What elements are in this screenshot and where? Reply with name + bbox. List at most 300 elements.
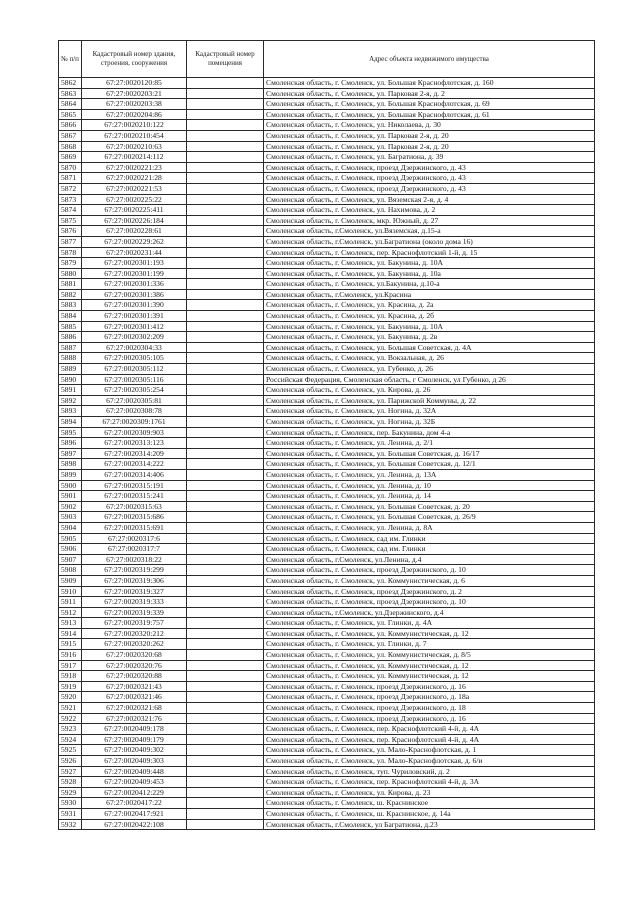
table-row (59, 279, 595, 290)
table-row (59, 374, 595, 385)
row-number: 5863 (59, 88, 82, 99)
cadastral-number: 67:27:0020317:6 (82, 533, 187, 544)
cadastral-number: 67:27:0020409:302 (82, 745, 187, 756)
header-address: Адрес объекта недвижимого имущества (264, 41, 595, 78)
cadastral-number: 67:27:0020321:76 (82, 713, 187, 724)
table-row (59, 268, 595, 279)
cadastral-number: 67:27:0020417:22 (82, 798, 187, 809)
premises-number (187, 798, 264, 809)
address: Смоленская область, г.Смоленск, ул Багратиона, д.23 (264, 819, 595, 830)
premises-number (187, 194, 264, 205)
row-number: 5890 (59, 374, 82, 385)
premises-number (187, 173, 264, 184)
row-number: 5892 (59, 395, 82, 406)
address: Смоленская область, г. Смоленск, проезд Дзержинского, д. 18а (264, 692, 595, 703)
table-row (59, 141, 595, 152)
table-row (59, 618, 595, 629)
premises-number (187, 565, 264, 576)
cadastral-number: 67:27:0020315:691 (82, 522, 187, 533)
cadastral-number: 67:27:0020315:686 (82, 512, 187, 523)
address: Смоленская область, г. Смоленск, проезд Дзержинского, д. 16 (264, 681, 595, 692)
cadastral-number: 67:27:0020409:178 (82, 724, 187, 735)
cadastral-number: 67:27:0020231:44 (82, 247, 187, 258)
address: Смоленская область, г. Смоленск, ул. Большая Советская, д. 20 (264, 501, 595, 512)
address: Смоленская область, г. Смоленск, ул. Губенко, д. 26 (264, 364, 595, 375)
row-number: 5904 (59, 522, 82, 533)
premises-number (187, 120, 264, 131)
address: Смоленская область, г. Смоленск, пер. Бакунина, дом 4-а (264, 427, 595, 438)
address: Смоленская область, г. Смоленск, проезд Дзержинского, д. 16 (264, 713, 595, 724)
table-row (59, 777, 595, 788)
address: Смоленская область, г. Смоленск, ул. Ногина, д. 32А (264, 406, 595, 417)
table-row (59, 745, 595, 756)
cadastral-number: 67:27:0020120:85 (82, 78, 187, 89)
table-row (59, 713, 595, 724)
row-number: 5889 (59, 364, 82, 375)
row-number: 5928 (59, 777, 82, 788)
premises-number (187, 554, 264, 565)
row-number: 5917 (59, 660, 82, 671)
premises-number (187, 544, 264, 555)
table-row (59, 183, 595, 194)
address: Смоленская область, г.Смоленск, ул.Багратиона (около дома 16) (264, 236, 595, 247)
premises-number (187, 289, 264, 300)
table-row (59, 332, 595, 343)
row-number: 5875 (59, 215, 82, 226)
cadastral-number: 67:27:0020309:1761 (82, 417, 187, 428)
table-row (59, 703, 595, 714)
table-row (59, 544, 595, 555)
cadastral-number: 67:27:0020309:903 (82, 427, 187, 438)
cadastral-number: 67:27:0020320:76 (82, 660, 187, 671)
premises-number (187, 628, 264, 639)
address: Смоленская область, г. Смоленск, пер. Краснофлотский 4-й, д. 4А (264, 724, 595, 735)
address: Смоленская область, г. Смоленск, проезд Дзержинского, д. 18 (264, 703, 595, 714)
row-number: 5872 (59, 183, 82, 194)
row-number: 5923 (59, 724, 82, 735)
table-row (59, 194, 595, 205)
premises-number (187, 766, 264, 777)
cadastral-number: 67:27:0020203:38 (82, 99, 187, 110)
cadastral-number: 67:27:0020313:123 (82, 438, 187, 449)
table-row (59, 469, 595, 480)
table-row (59, 724, 595, 735)
premises-number (187, 448, 264, 459)
premises-number (187, 258, 264, 269)
row-number: 5919 (59, 681, 82, 692)
premises-number (187, 533, 264, 544)
premises-number (187, 512, 264, 523)
table-row (59, 628, 595, 639)
row-number: 5888 (59, 353, 82, 364)
row-number: 5931 (59, 808, 82, 819)
cadastral-number: 67:27:0020308:78 (82, 406, 187, 417)
table-row (59, 522, 595, 533)
table-row (59, 236, 595, 247)
cadastral-number: 67:27:0020305:254 (82, 385, 187, 396)
row-number: 5909 (59, 575, 82, 586)
table-row (59, 787, 595, 798)
cadastral-number: 67:27:0020301:390 (82, 300, 187, 311)
address: Смоленская область, г. Смоленск, ул. Бакунина, д. 2в (264, 332, 595, 343)
table-row (59, 766, 595, 777)
premises-number (187, 417, 264, 428)
premises-number (187, 491, 264, 502)
premises-number (187, 374, 264, 385)
premises-number (187, 607, 264, 618)
row-number: 5922 (59, 713, 82, 724)
cadastral-number: 67:27:0020225:411 (82, 205, 187, 216)
row-number: 5901 (59, 491, 82, 502)
address: Смоленская область, г. Смоленск, пер. Краснофлотский 4-й, д. 4А (264, 734, 595, 745)
address: Смоленская область, г. Смоленск, ул. Большая Краснофлотская, д. 69 (264, 99, 595, 110)
table-row (59, 321, 595, 332)
row-number: 5870 (59, 162, 82, 173)
address: Смоленская область, г. Смоленск, ул. Кирова, д. 23 (264, 787, 595, 798)
cadastral-number: 67:27:0020422:108 (82, 819, 187, 830)
premises-number (187, 152, 264, 163)
address: Смоленская область, г. Смоленск, ул. Коммунистическая, д. 8/5 (264, 650, 595, 661)
premises-number (187, 268, 264, 279)
row-number: 5894 (59, 417, 82, 428)
row-number: 5924 (59, 734, 82, 745)
premises-number (187, 353, 264, 364)
cadastral-number: 67:27:0020305:116 (82, 374, 187, 385)
address: Смоленская область, г. Смоленск, проезд Дзержинского, д. 43 (264, 183, 595, 194)
address: Смоленская область, г. Смоленск, ул. Парковая 2-я, д. 20 (264, 141, 595, 152)
cadastral-number: 67:27:0020417:921 (82, 808, 187, 819)
premises-number (187, 777, 264, 788)
address: Смоленская область, г. Смоленск, ул. Большая Краснофлотская, д. 160 (264, 78, 595, 89)
address: Смоленская область, г. Смоленск, ул. Багратиона, д. 39 (264, 152, 595, 163)
address: Смоленская область, г. Смоленск, ул.Бакунина, д.10-а (264, 279, 595, 290)
cadastral-number: 67:27:0020320:212 (82, 628, 187, 639)
address: Смоленская область, г.Смоленск, ул.Красина (264, 289, 595, 300)
row-number: 5905 (59, 533, 82, 544)
address: Смоленская область, г. Смоленск, туп. Чуриловский, д. 2 (264, 766, 595, 777)
address: Смоленская область, г. Смоленск, ул. Вяземская 2-я, д. 4 (264, 194, 595, 205)
address: Смоленская область, г. Смоленск, ул. Ногина, д. 32Б (264, 417, 595, 428)
cadastral-number: 67:27:0020221:23 (82, 162, 187, 173)
address: Смоленская область, г. Смоленск, мкр. Южный, д. 27 (264, 215, 595, 226)
table-row (59, 120, 595, 131)
row-number: 5915 (59, 639, 82, 650)
premises-number (187, 311, 264, 322)
cadastral-number: 67:27:0020301:391 (82, 311, 187, 322)
row-number: 5871 (59, 173, 82, 184)
address: Смоленская область, г. Смоленск, ул. Бакунина, д. 10а (264, 268, 595, 279)
table-row (59, 597, 595, 608)
cadastral-number: 67:27:0020228:61 (82, 226, 187, 237)
cadastral-number: 67:27:0020319:339 (82, 607, 187, 618)
address: Смоленская область, г. Смоленск, ул. Парижской Коммуны, д. 22 (264, 395, 595, 406)
premises-number (187, 395, 264, 406)
row-number: 5912 (59, 607, 82, 618)
premises-number (187, 406, 264, 417)
premises-number (187, 586, 264, 597)
address: Российская Федерация, Смоленская область, г Смоленск, ул Губенко, д 26 (264, 374, 595, 385)
table-row (59, 734, 595, 745)
table-row (59, 681, 595, 692)
cadastral-number: 67:27:0020221:53 (82, 183, 187, 194)
row-number: 5876 (59, 226, 82, 237)
table-row (59, 342, 595, 353)
cadastral-number: 67:27:0020301:336 (82, 279, 187, 290)
premises-number (187, 597, 264, 608)
cadastral-number: 67:27:0020321:46 (82, 692, 187, 703)
table-row (59, 586, 595, 597)
table-row (59, 808, 595, 819)
address: Смоленская область, г. Смоленск, ул. Вокзальная, д. 26 (264, 353, 595, 364)
row-number: 5865 (59, 109, 82, 120)
row-number: 5927 (59, 766, 82, 777)
row-number: 5903 (59, 512, 82, 523)
address: Смоленская область, г. Смоленск, ул. Коммунистическая, д. 12 (264, 660, 595, 671)
premises-number (187, 650, 264, 661)
row-number: 5893 (59, 406, 82, 417)
table-row (59, 565, 595, 576)
address: Смоленская область, г. Смоленск, ул. Бакунина, д. 10А (264, 321, 595, 332)
row-number: 5884 (59, 311, 82, 322)
table-row (59, 660, 595, 671)
row-number: 5880 (59, 268, 82, 279)
row-number: 5921 (59, 703, 82, 714)
header-cadastral-building: Кадастровый номер здания, строения, сооружения (82, 41, 187, 78)
row-number: 5914 (59, 628, 82, 639)
premises-number (187, 88, 264, 99)
table-row (59, 88, 595, 99)
premises-number (187, 78, 264, 89)
row-number: 5932 (59, 819, 82, 830)
premises-number (187, 745, 264, 756)
table-row (59, 289, 595, 300)
premises-number (187, 459, 264, 470)
row-number: 5887 (59, 342, 82, 353)
cadastral-number: 67:27:0020221:28 (82, 173, 187, 184)
address: Смоленская область, г.Смоленск, ул.Ленина, д.4 (264, 554, 595, 565)
table-row (59, 395, 595, 406)
address: Смоленская область, г. Смоленск, ул. Ленина, д. 8А (264, 522, 595, 533)
table-row (59, 650, 595, 661)
table-row (59, 162, 595, 173)
cadastral-number: 67:27:0020314:406 (82, 469, 187, 480)
address: Смоленская область, г. Смоленск, ул. Коммунистическая, д. 12 (264, 628, 595, 639)
premises-number (187, 247, 264, 258)
table-row (59, 798, 595, 809)
address: Смоленская область, г.Смоленск, ул.Вяземская, д.15-а (264, 226, 595, 237)
address: Смоленская область, г. Смоленск, пер. Краснофлотский 4-й, д. 3А (264, 777, 595, 788)
row-number: 5885 (59, 321, 82, 332)
address: Смоленская область, г. Смоленск, проезд Дзержинского, д. 10 (264, 597, 595, 608)
premises-number (187, 342, 264, 353)
cadastral-number: 67:27:0020302:209 (82, 332, 187, 343)
cadastral-number: 67:27:0020301:199 (82, 268, 187, 279)
premises-number (187, 819, 264, 830)
premises-number (187, 321, 264, 332)
row-number: 5916 (59, 650, 82, 661)
row-number: 5877 (59, 236, 82, 247)
address: Смоленская область, г. Смоленск, ул. Коммунистическая, д. 12 (264, 671, 595, 682)
cadastral-number: 67:27:0020304:33 (82, 342, 187, 353)
premises-number (187, 364, 264, 375)
table-row (59, 152, 595, 163)
table-row (59, 311, 595, 322)
address: Смоленская область, г. Смоленск, ул. Николаева, д. 30 (264, 120, 595, 131)
premises-number (187, 183, 264, 194)
address: Смоленская область, г. Смоленск, проезд Дзержинского, д. 43 (264, 162, 595, 173)
address: Смоленская область, г.Смоленск, ул.Дзержинского, д.4 (264, 607, 595, 618)
address: Смоленская область, г. Смоленск, ул. Мало-Краснофлотская, д. 6/и (264, 756, 595, 767)
premises-number (187, 141, 264, 152)
cadastral-number: 67:27:0020301:412 (82, 321, 187, 332)
address: Смоленская область, г. Смоленск, ул. Красина, д. 2б (264, 311, 595, 322)
table-row (59, 353, 595, 364)
table-row (59, 480, 595, 491)
table-row (59, 406, 595, 417)
cadastral-number: 67:27:0020320:68 (82, 650, 187, 661)
cadastral-number: 67:27:0020317:7 (82, 544, 187, 555)
premises-number (187, 618, 264, 629)
premises-number (187, 808, 264, 819)
row-number: 5881 (59, 279, 82, 290)
table-row (59, 173, 595, 184)
row-number: 5930 (59, 798, 82, 809)
premises-number (187, 480, 264, 491)
premises-number (187, 438, 264, 449)
cadastral-number: 67:27:0020305:105 (82, 353, 187, 364)
cadastral-number: 67:27:0020214:112 (82, 152, 187, 163)
table-row (59, 417, 595, 428)
row-number: 5925 (59, 745, 82, 756)
table-row (59, 533, 595, 544)
cadastral-number: 67:27:0020318:22 (82, 554, 187, 565)
address: Смоленская область, г. Смоленск, проезд Дзержинского, д. 2 (264, 586, 595, 597)
premises-number (187, 756, 264, 767)
row-number: 5874 (59, 205, 82, 216)
table-row (59, 607, 595, 618)
property-table (58, 40, 595, 830)
premises-number (187, 469, 264, 480)
cadastral-number: 67:27:0020315:191 (82, 480, 187, 491)
row-number: 5911 (59, 597, 82, 608)
cadastral-number: 67:27:0020409:448 (82, 766, 187, 777)
row-number: 5906 (59, 544, 82, 555)
premises-number (187, 681, 264, 692)
header-cadastral-premises: Кадастровый номер помещения (187, 41, 264, 78)
row-number: 5869 (59, 152, 82, 163)
table-row (59, 226, 595, 237)
row-number: 5910 (59, 586, 82, 597)
address: Смоленская область, г. Смоленск, проезд Дзержинского, д. 10 (264, 565, 595, 576)
cadastral-number: 67:27:0020320:88 (82, 671, 187, 682)
cadastral-number: 67:27:0020315:241 (82, 491, 187, 502)
table-row (59, 692, 595, 703)
row-number: 5883 (59, 300, 82, 311)
cadastral-number: 67:27:0020315:63 (82, 501, 187, 512)
cadastral-number: 67:27:0020203:21 (82, 88, 187, 99)
table-row (59, 258, 595, 269)
address: Смоленская область, г. Смоленск, ул. Парковая 2-я, д. 20 (264, 130, 595, 141)
address: Смоленская область, г. Смоленск, ул. Ленина, д. 2/1 (264, 438, 595, 449)
address: Смоленская область, г. Смоленск, проезд Дзержинского, д. 43 (264, 173, 595, 184)
row-number: 5907 (59, 554, 82, 565)
premises-number (187, 215, 264, 226)
table-row (59, 819, 595, 830)
table-row (59, 438, 595, 449)
cadastral-number: 67:27:0020319:306 (82, 575, 187, 586)
cadastral-number: 67:27:0020229:262 (82, 236, 187, 247)
premises-number (187, 109, 264, 120)
table-row (59, 671, 595, 682)
row-number: 5873 (59, 194, 82, 205)
cadastral-number: 67:27:0020204:86 (82, 109, 187, 120)
row-number: 5896 (59, 438, 82, 449)
premises-number (187, 703, 264, 714)
address: Смоленская область, г. Смоленск, ул. Нахимова, д. 2 (264, 205, 595, 216)
premises-number (187, 99, 264, 110)
cadastral-number: 67:27:0020319:757 (82, 618, 187, 629)
cadastral-number: 67:27:0020412:229 (82, 787, 187, 798)
row-number: 5913 (59, 618, 82, 629)
table-row (59, 385, 595, 396)
premises-number (187, 713, 264, 724)
cadastral-number: 67:27:0020320:262 (82, 639, 187, 650)
cadastral-number: 67:27:0020319:299 (82, 565, 187, 576)
premises-number (187, 300, 264, 311)
premises-number (187, 332, 264, 343)
cadastral-number: 67:27:0020305:112 (82, 364, 187, 375)
row-number: 5868 (59, 141, 82, 152)
table-row (59, 427, 595, 438)
address: Смоленская область, г. Смоленск, сад им. Глинки (264, 533, 595, 544)
address: Смоленская область, г. Смоленск, ул. Глинки, д. 7 (264, 639, 595, 650)
cadastral-number: 67:27:0020319:327 (82, 586, 187, 597)
row-number: 5878 (59, 247, 82, 258)
premises-number (187, 724, 264, 735)
table-row (59, 639, 595, 650)
address: Смоленская область, г. Смоленск, ул. Глинки, д. 4А (264, 618, 595, 629)
table-row (59, 130, 595, 141)
row-number: 5918 (59, 671, 82, 682)
row-number: 5929 (59, 787, 82, 798)
address: Смоленская область, г. Смоленск, ул. Коммунистическая, д. 6 (264, 575, 595, 586)
table-row (59, 575, 595, 586)
cadastral-number: 67:27:0020321:43 (82, 681, 187, 692)
premises-number (187, 522, 264, 533)
address: Смоленская область, г. Смоленск, ул. Большая Советская, д. 26/9 (264, 512, 595, 523)
document-sheet (58, 40, 594, 830)
cadastral-number: 67:27:0020210:122 (82, 120, 187, 131)
cadastral-number: 67:27:0020226:184 (82, 215, 187, 226)
address: Смоленская область, г. Смоленск, ул. Бакунина, д. 10А (264, 258, 595, 269)
row-number: 5898 (59, 459, 82, 470)
row-number: 5908 (59, 565, 82, 576)
table-body (59, 78, 595, 830)
premises-number (187, 130, 264, 141)
table-row (59, 501, 595, 512)
premises-number (187, 226, 264, 237)
premises-number (187, 787, 264, 798)
table-row (59, 78, 595, 89)
premises-number (187, 639, 264, 650)
address: Смоленская область, г. Смоленск, ул. Красина, д. 2а (264, 300, 595, 311)
address: Смоленская область, г. Смоленск, ул. Большая Советская, д. 16/17 (264, 448, 595, 459)
row-number: 5862 (59, 78, 82, 89)
row-number: 5864 (59, 99, 82, 110)
row-number: 5899 (59, 469, 82, 480)
premises-number (187, 501, 264, 512)
row-number: 5897 (59, 448, 82, 459)
